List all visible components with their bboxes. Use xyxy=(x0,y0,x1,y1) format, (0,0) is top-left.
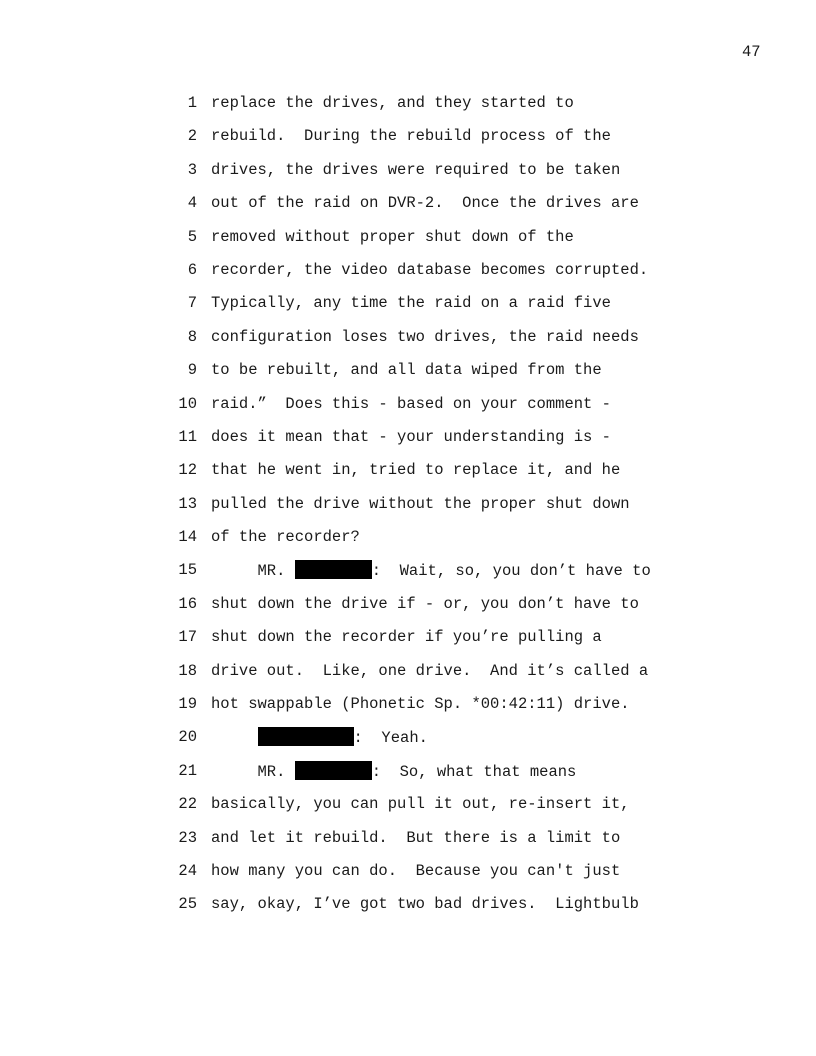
line-text: hot swappable (Phonetic Sp. *00:42:11) drive. xyxy=(211,695,630,714)
line-text: rebuild. During the rebuild process of the xyxy=(211,127,611,146)
transcript-line xyxy=(0,727,816,760)
line-number: 3 xyxy=(187,160,197,179)
line-number: 6 xyxy=(187,260,197,279)
line-text: drive out. Like, one drive. And it’s called a xyxy=(211,661,649,680)
transcript-line xyxy=(0,894,816,927)
line-text: shut down the drive if - or, you don’t have to xyxy=(211,594,639,613)
line-number: 23 xyxy=(178,828,197,847)
transcript-line xyxy=(0,761,816,794)
line-number: 14 xyxy=(178,528,197,547)
line-text: replace the drives, and they started to xyxy=(211,94,574,112)
line-number: 16 xyxy=(178,594,197,613)
speaker-prefix: MR. xyxy=(211,562,295,581)
transcript-line xyxy=(0,527,816,560)
line-number: 10 xyxy=(178,394,197,413)
line-text xyxy=(211,727,428,748)
line-number: 25 xyxy=(178,895,197,914)
line-number: 19 xyxy=(178,695,197,714)
line-text: does it mean that - your understanding is - xyxy=(211,427,611,446)
redaction-bar xyxy=(258,727,354,746)
line-text: Typically, any time the raid on a raid five xyxy=(211,294,611,313)
transcript-line xyxy=(0,594,816,627)
line-number: 17 xyxy=(178,628,197,647)
line-number: 1 xyxy=(187,94,197,112)
speech-text: : Wait, so, you don’t have to xyxy=(371,562,651,581)
transcript-line xyxy=(0,327,816,360)
line-text: raid.” Does this - based on your comment - xyxy=(211,394,611,413)
transcript-body xyxy=(0,93,816,928)
line-number: 21 xyxy=(178,761,197,780)
transcript-line xyxy=(0,560,816,593)
line-number: 11 xyxy=(178,427,197,446)
line-number: 4 xyxy=(187,194,197,213)
line-number: 22 xyxy=(178,795,197,814)
transcript-line xyxy=(0,661,816,694)
line-number: 9 xyxy=(187,361,197,380)
line-text xyxy=(211,560,651,581)
transcript-line xyxy=(0,227,816,260)
line-number: 24 xyxy=(178,861,197,880)
transcript-line xyxy=(0,193,816,226)
line-number: 5 xyxy=(187,227,197,246)
transcript-line xyxy=(0,260,816,293)
transcript-line xyxy=(0,360,816,393)
line-text: configuration loses two drives, the raid needs xyxy=(211,327,639,346)
line-number: 15 xyxy=(178,561,197,580)
transcript-line xyxy=(0,861,816,894)
speaker-prefix xyxy=(211,729,258,747)
line-number: 12 xyxy=(178,461,197,480)
transcript-line xyxy=(0,460,816,493)
line-text: recorder, the video database becomes corrupted. xyxy=(211,260,649,279)
line-number: 2 xyxy=(187,127,197,146)
line-text: out of the raid on DVR-2. Once the drives are xyxy=(211,194,639,213)
line-number: 13 xyxy=(178,494,197,513)
line-number: 20 xyxy=(178,728,197,747)
page-number: 47 xyxy=(742,43,761,61)
line-text: basically, you can pull it out, re-insert it, xyxy=(211,795,630,814)
line-text: that he went in, tried to replace it, and he xyxy=(211,461,621,480)
line-text: pulled the drive without the proper shut down xyxy=(211,494,630,513)
transcript-line xyxy=(0,93,816,126)
redaction-bar xyxy=(295,761,372,780)
line-number: 18 xyxy=(178,661,197,680)
redaction-bar xyxy=(295,560,372,579)
line-text xyxy=(211,761,576,782)
transcript-line xyxy=(0,293,816,326)
transcript-line xyxy=(0,394,816,427)
transcript-line xyxy=(0,694,816,727)
speech-text: : Yeah. xyxy=(353,729,428,748)
speaker-prefix: MR. xyxy=(211,762,295,781)
line-text: and let it rebuild. But there is a limit to xyxy=(211,828,621,847)
line-text: drives, the drives were required to be taken xyxy=(211,160,621,179)
line-text: say, okay, I’ve got two bad drives. Lightbulb xyxy=(211,895,639,914)
transcript-line xyxy=(0,627,816,660)
transcript-line xyxy=(0,794,816,827)
transcript-line xyxy=(0,126,816,159)
line-text: removed without proper shut down of the xyxy=(211,227,574,246)
transcript-line xyxy=(0,160,816,193)
speech-text: : So, what that means xyxy=(371,762,577,781)
line-text: to be rebuilt, and all data wiped from the xyxy=(211,361,602,380)
transcript-line xyxy=(0,828,816,861)
line-text: how many you can do. Because you can't just xyxy=(211,861,621,880)
line-text: shut down the recorder if you’re pulling a xyxy=(211,628,602,647)
transcript-line xyxy=(0,494,816,527)
transcript-line xyxy=(0,427,816,460)
line-number: 7 xyxy=(187,294,197,313)
line-number: 8 xyxy=(187,327,197,346)
line-text: of the recorder? xyxy=(211,528,360,547)
